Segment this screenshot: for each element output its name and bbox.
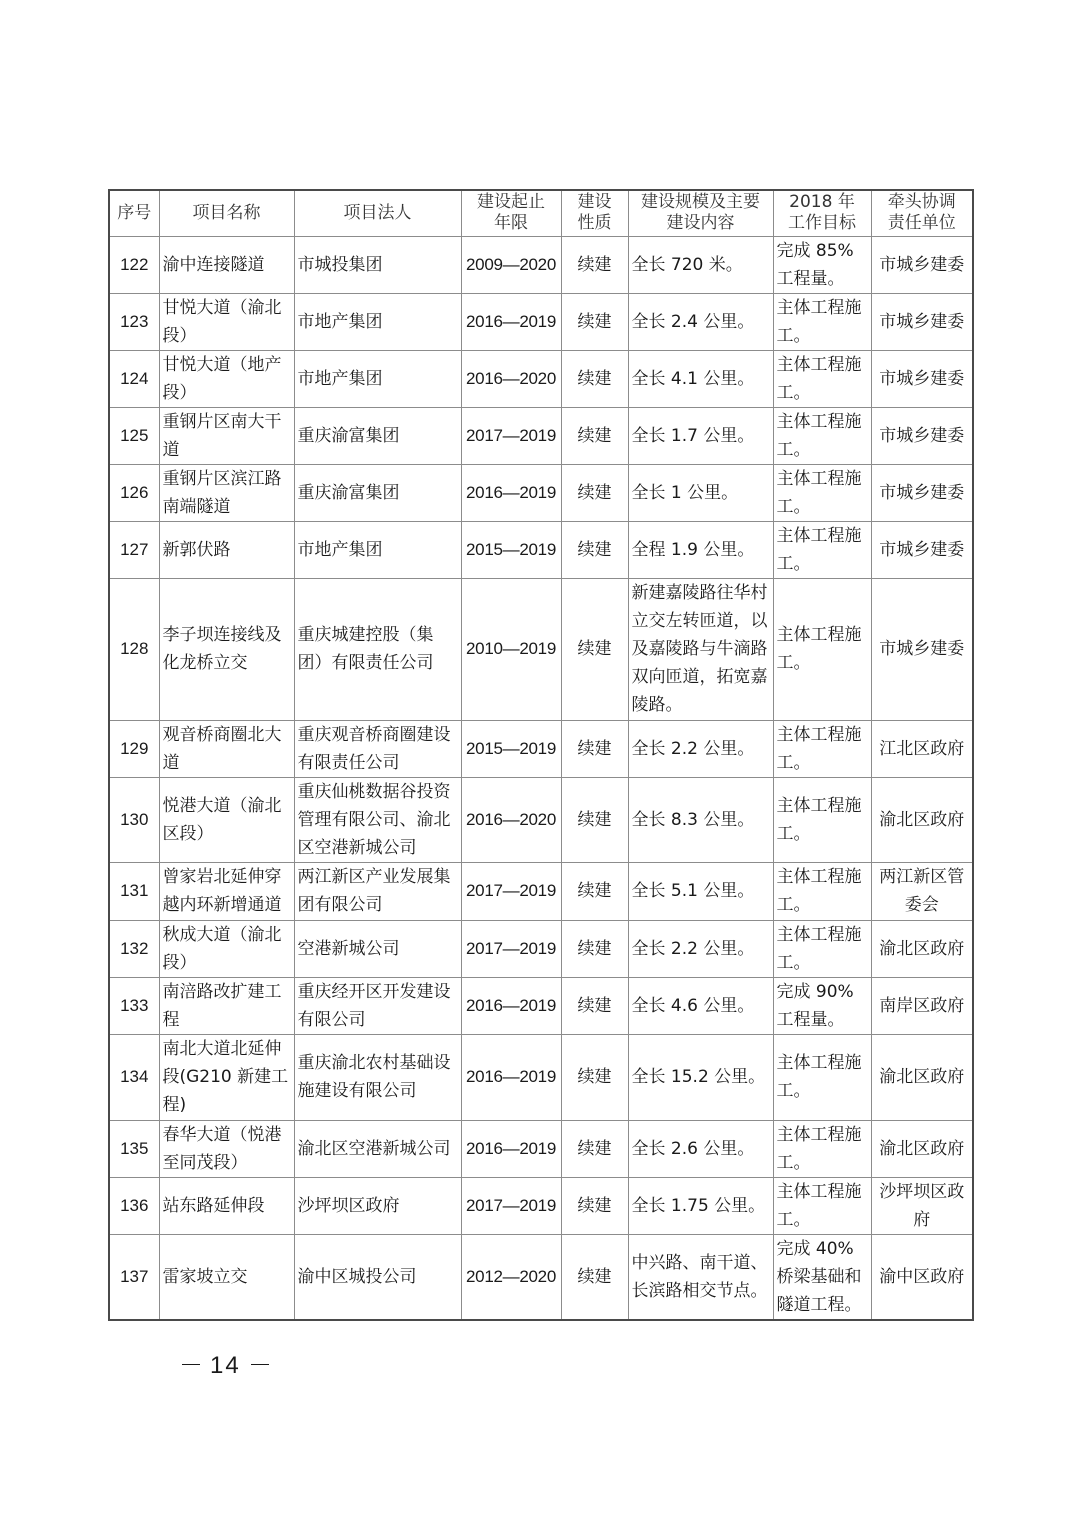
header-scope-line1: 建设规模及主要 <box>641 192 760 213</box>
cell-scope: 全长 2.4 公里。 <box>628 293 773 350</box>
cell-project-name: 甘悦大道（渝北段） <box>159 293 294 350</box>
header-scope-line2: 建设内容 <box>666 213 735 234</box>
cell-unit: 江北区政府 <box>871 720 973 777</box>
cell-type: 续建 <box>561 1177 628 1234</box>
cell-project-name: 李子坝连接线及化龙桥立交 <box>159 578 294 720</box>
cell-period: 2009—2020 <box>461 236 561 293</box>
cell-target: 主体工程施工。 <box>773 578 871 720</box>
cell-no: 132 <box>109 920 159 977</box>
cell-target: 完成 90%工程量。 <box>773 977 871 1034</box>
table-row <box>109 720 973 777</box>
cell-period: 2017—2019 <box>461 920 561 977</box>
cell-project-owner: 重庆经开区开发建设有限公司 <box>294 977 461 1034</box>
cell-scope: 中兴路、南干道、长滨路相交节点。 <box>628 1234 773 1320</box>
cell-project-name: 新郭伏路 <box>159 521 294 578</box>
cell-target: 主体工程施工。 <box>773 1034 871 1120</box>
cell-type: 续建 <box>561 1234 628 1320</box>
header-unit-line2: 责任单位 <box>887 213 956 234</box>
table-row <box>109 236 973 293</box>
cell-no: 137 <box>109 1234 159 1320</box>
cell-target: 完成 40%桥梁基础和隧道工程。 <box>773 1234 871 1320</box>
cell-type: 续建 <box>561 720 628 777</box>
header-target <box>773 190 871 236</box>
cell-unit: 渝北区政府 <box>871 1034 973 1120</box>
cell-no: 123 <box>109 293 159 350</box>
table-row <box>109 1177 973 1234</box>
cell-project-owner: 重庆渝北农村基础设施建设有限公司 <box>294 1034 461 1120</box>
page-number-value: 14 <box>210 1352 241 1379</box>
cell-scope: 全长 4.6 公里。 <box>628 977 773 1034</box>
cell-no: 126 <box>109 464 159 521</box>
cell-unit: 渝中区政府 <box>871 1234 973 1320</box>
cell-target: 主体工程施工。 <box>773 464 871 521</box>
cell-unit: 渝北区政府 <box>871 920 973 977</box>
cell-project-owner: 重庆仙桃数据谷投资管理有限公司、渝北区空港新城公司 <box>294 777 461 862</box>
cell-period: 2010—2019 <box>461 578 561 720</box>
header-target-line1: 2018 年 <box>789 192 855 213</box>
cell-unit: 市城乡建委 <box>871 578 973 720</box>
cell-unit: 两江新区管委会 <box>871 862 973 920</box>
cell-scope: 全长 1 公里。 <box>628 464 773 521</box>
cell-project-name: 曾家岩北延伸穿越内环新增通道 <box>159 862 294 920</box>
cell-project-owner: 两江新区产业发展集团有限公司 <box>294 862 461 920</box>
page-number-dash-right <box>251 1364 269 1365</box>
cell-project-name: 站东路延伸段 <box>159 1177 294 1234</box>
table-row <box>109 1120 973 1177</box>
cell-scope: 全长 4.1 公里。 <box>628 350 773 407</box>
table-row <box>109 350 973 407</box>
cell-no: 130 <box>109 777 159 862</box>
cell-unit: 市城乡建委 <box>871 293 973 350</box>
page-number-dash-left <box>182 1364 200 1365</box>
cell-project-owner: 重庆渝富集团 <box>294 464 461 521</box>
cell-scope: 全长 15.2 公里。 <box>628 1034 773 1120</box>
cell-scope: 全长 5.1 公里。 <box>628 862 773 920</box>
cell-period: 2016—2019 <box>461 1034 561 1120</box>
cell-no: 122 <box>109 236 159 293</box>
cell-no: 125 <box>109 407 159 464</box>
cell-project-owner: 市地产集团 <box>294 350 461 407</box>
cell-no: 134 <box>109 1034 159 1120</box>
cell-no: 129 <box>109 720 159 777</box>
cell-project-owner: 重庆城建控股（集团）有限责任公司 <box>294 578 461 720</box>
cell-type: 续建 <box>561 407 628 464</box>
table-row <box>109 920 973 977</box>
cell-scope: 全长 1.75 公里。 <box>628 1177 773 1234</box>
cell-type: 续建 <box>561 236 628 293</box>
cell-project-name: 雷家坡立交 <box>159 1234 294 1320</box>
cell-project-owner: 渝北区空港新城公司 <box>294 1120 461 1177</box>
header-unit-line1: 牵头协调 <box>887 192 956 213</box>
cell-type: 续建 <box>561 293 628 350</box>
table-row <box>109 293 973 350</box>
cell-unit: 市城乡建委 <box>871 236 973 293</box>
cell-target: 主体工程施工。 <box>773 350 871 407</box>
cell-type: 续建 <box>561 862 628 920</box>
cell-project-name: 悦港大道（渝北区段） <box>159 777 294 862</box>
table-row <box>109 1234 973 1320</box>
cell-type: 续建 <box>561 521 628 578</box>
table-row <box>109 407 973 464</box>
cell-period: 2015—2019 <box>461 720 561 777</box>
cell-type: 续建 <box>561 920 628 977</box>
table-row <box>109 977 973 1034</box>
header-target-line2: 工作目标 <box>788 213 856 234</box>
cell-target: 主体工程施工。 <box>773 521 871 578</box>
cell-period: 2016—2020 <box>461 777 561 862</box>
header-type-line1: 建设 <box>577 192 612 213</box>
cell-unit: 南岸区政府 <box>871 977 973 1034</box>
cell-period: 2017—2019 <box>461 1177 561 1234</box>
cell-target: 主体工程施工。 <box>773 293 871 350</box>
page-number <box>172 1352 279 1380</box>
table-row <box>109 1034 973 1120</box>
cell-project-owner: 沙坪坝区政府 <box>294 1177 461 1234</box>
cell-type: 续建 <box>561 350 628 407</box>
header-period-line2: 年限 <box>494 213 528 234</box>
cell-project-owner: 空港新城公司 <box>294 920 461 977</box>
cell-project-name: 重钢片区滨江路南端隧道 <box>159 464 294 521</box>
cell-type: 续建 <box>561 1034 628 1120</box>
cell-no: 136 <box>109 1177 159 1234</box>
cell-project-owner: 渝中区城投公司 <box>294 1234 461 1320</box>
cell-period: 2016—2019 <box>461 1120 561 1177</box>
header-type-line2: 性质 <box>577 213 612 234</box>
cell-period: 2017—2019 <box>461 407 561 464</box>
cell-scope: 全长 8.3 公里。 <box>628 777 773 862</box>
cell-scope: 全长 2.6 公里。 <box>628 1120 773 1177</box>
table-row <box>109 464 973 521</box>
header-owner: 项目法人 <box>294 190 461 236</box>
cell-scope: 全长 720 米。 <box>628 236 773 293</box>
cell-project-name: 甘悦大道（地产段） <box>159 350 294 407</box>
cell-no: 124 <box>109 350 159 407</box>
cell-target: 完成 85%工程量。 <box>773 236 871 293</box>
table-row <box>109 862 973 920</box>
cell-type: 续建 <box>561 578 628 720</box>
cell-scope: 全程 1.9 公里。 <box>628 521 773 578</box>
header-scope <box>628 190 773 236</box>
cell-target: 主体工程施工。 <box>773 862 871 920</box>
cell-period: 2016—2020 <box>461 350 561 407</box>
table-row <box>109 578 973 720</box>
cell-target: 主体工程施工。 <box>773 777 871 862</box>
cell-scope: 新建嘉陵路往华村立交左转匝道，以及嘉陵路与牛滴路双向匝道，拓宽嘉陵路。 <box>628 578 773 720</box>
header-name: 项目名称 <box>159 190 294 236</box>
cell-project-name: 观音桥商圈北大道 <box>159 720 294 777</box>
cell-type: 续建 <box>561 1120 628 1177</box>
table-row <box>109 521 973 578</box>
cell-project-owner: 市地产集团 <box>294 293 461 350</box>
cell-target: 主体工程施工。 <box>773 920 871 977</box>
cell-scope: 全长 1.7 公里。 <box>628 407 773 464</box>
cell-target: 主体工程施工。 <box>773 1120 871 1177</box>
cell-project-name: 秋成大道（渝北段） <box>159 920 294 977</box>
cell-no: 131 <box>109 862 159 920</box>
cell-target: 主体工程施工。 <box>773 1177 871 1234</box>
cell-no: 127 <box>109 521 159 578</box>
cell-no: 135 <box>109 1120 159 1177</box>
header-period-line1: 建设起止 <box>477 192 545 213</box>
cell-project-owner: 市城投集团 <box>294 236 461 293</box>
cell-project-owner: 重庆观音桥商圈建设有限责任公司 <box>294 720 461 777</box>
cell-unit: 市城乡建委 <box>871 464 973 521</box>
cell-project-owner: 重庆渝富集团 <box>294 407 461 464</box>
cell-no: 133 <box>109 977 159 1034</box>
header-type <box>561 190 628 236</box>
cell-target: 主体工程施工。 <box>773 720 871 777</box>
cell-scope: 全长 2.2 公里。 <box>628 720 773 777</box>
header-no: 序号 <box>109 190 159 236</box>
cell-period: 2017—2019 <box>461 862 561 920</box>
cell-no: 128 <box>109 578 159 720</box>
cell-project-name: 南涪路改扩建工程 <box>159 977 294 1034</box>
cell-project-name: 渝中连接隧道 <box>159 236 294 293</box>
cell-period: 2016—2019 <box>461 464 561 521</box>
cell-project-name: 南北大道北延伸段(G210 新建工程) <box>159 1034 294 1120</box>
header-unit <box>871 190 973 236</box>
cell-period: 2015—2019 <box>461 521 561 578</box>
cell-unit: 沙坪坝区政府 <box>871 1177 973 1234</box>
cell-type: 续建 <box>561 977 628 1034</box>
cell-unit: 渝北区政府 <box>871 777 973 862</box>
cell-type: 续建 <box>561 464 628 521</box>
header-period <box>461 190 561 236</box>
table-header-row <box>109 190 973 236</box>
cell-period: 2016—2019 <box>461 977 561 1034</box>
project-table <box>108 189 974 1321</box>
cell-scope: 全长 2.2 公里。 <box>628 920 773 977</box>
table-row <box>109 777 973 862</box>
cell-unit: 渝北区政府 <box>871 1120 973 1177</box>
table-body <box>109 236 973 1320</box>
cell-period: 2016—2019 <box>461 293 561 350</box>
cell-project-name: 重钢片区南大干道 <box>159 407 294 464</box>
cell-project-owner: 市地产集团 <box>294 521 461 578</box>
cell-unit: 市城乡建委 <box>871 407 973 464</box>
cell-unit: 市城乡建委 <box>871 350 973 407</box>
cell-target: 主体工程施工。 <box>773 407 871 464</box>
cell-project-name: 春华大道（悦港至同茂段） <box>159 1120 294 1177</box>
cell-period: 2012—2020 <box>461 1234 561 1320</box>
cell-unit: 市城乡建委 <box>871 521 973 578</box>
cell-type: 续建 <box>561 777 628 862</box>
